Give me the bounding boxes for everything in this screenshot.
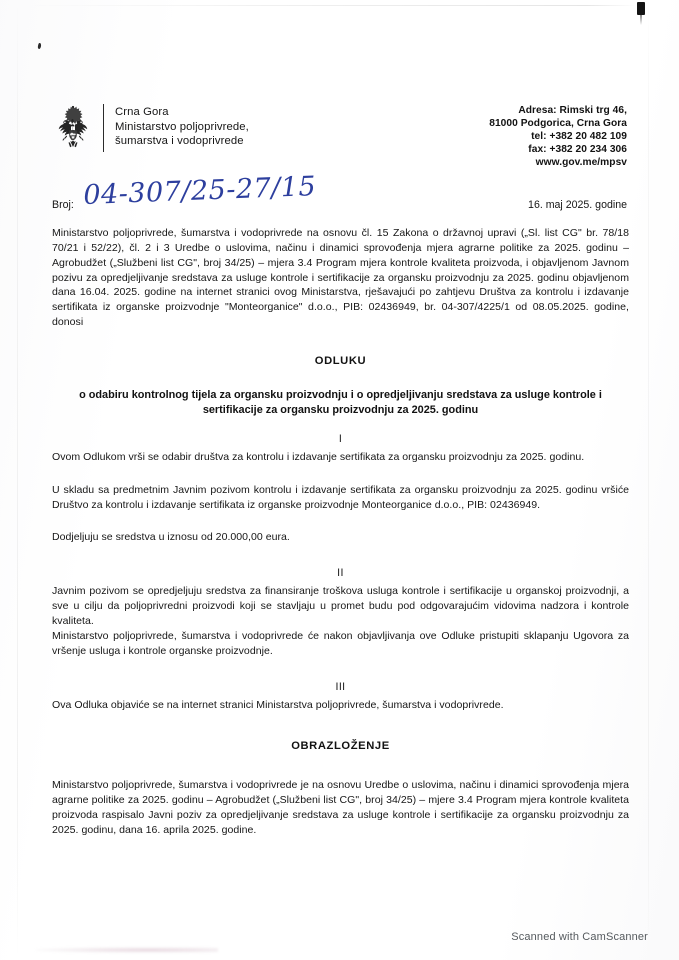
explanation-paragraph: Ministarstvo poljoprivrede, šumarstva i vodoprivrede je na osnovu Uredbe o uslovima, načinu i dinamici sprovođenja mjera agrarne politike za 2025. godinu – Agrobudžet („Službeni list CG", broj 34/25) – mjere 3.4 Program mjera kontrole kvaliteta proizvoda raspisalo Javni poziv za opredjeljivanje sredstava za usluge kontrole i sertifikacije za organsku proizvodnju za 2025. godinu, dana 16. aprila 2025. godine. [52,779,629,836]
section-numeral-i: I [338,432,343,445]
contact-address: Adresa: Rimski trg 46, [518,105,627,116]
section-i-paragraph-1: Ovom Odlukom vrši se odabir društva za kontrolu i izdavanje sertifikata za organsku proizvodnju za 2025. godinu. [52,450,585,463]
spacer [52,523,629,530]
section-ii-paragraph-2: Ministarstvo poljoprivrede, šumarstva i vodoprivrede će nakon objavljivanja ove Odluke pristupiti sklapanju Ugovora za vršenje usluga i kontrole organske proizvodnje. [52,629,629,657]
spacer [52,367,629,388]
act-title: o odabiru kontrolnog tijela za organsku proizvodnju i o opredjeljivanju sredstava za usluge kontrole i sertifikacije za organsku proizvodnju za 2025. godinu [79,388,602,416]
org-ministry-line1: Ministarstvo poljoprivrede, [115,120,249,133]
handwritten-reference-number: 04-307/25-27/15 [82,171,317,211]
spacer [52,418,629,432]
org-country: Crna Gora [115,106,169,118]
contact-website: www.gov.me/mpsv [535,157,627,169]
letterhead-contact-block [489,103,627,169]
section-i-paragraph-3: Dodjeljuju se sredstva u iznosu od 20.000,00 eura. [52,531,290,544]
letterhead-organization-text [115,103,249,149]
spacer [52,545,629,566]
section-i-paragraph-2: U skladu sa predmetnim Javnim pozivom kontrolu i izdavanje sertifikata za organsku proizvodnju za 2025. godinu vršiće Društvo za kontrolu i izdavanje sertifikata iz organske proizvodnje Monteorganice d.o.o., PIB: 02436949. [52,483,629,511]
section-iii-paragraph-1: Ova Odluka objaviće se na internet stranici Ministarstva poljoprivrede, šumarstva i vodoprivrede. [52,698,504,711]
section-numeral-iii: III [335,680,346,693]
contact-city: 81000 Podgorica, Crna Gora [489,118,627,130]
contact-fax: fax: +382 20 234 306 [528,144,627,156]
camscanner-watermark: Scanned with CamScanner [511,931,648,943]
document-text-column [52,226,629,838]
spacer [52,659,629,680]
act-heading: ODLUKU [314,354,367,367]
spacer [52,341,629,355]
contact-tel: tel: +382 20 482 109 [531,131,627,143]
section-numeral-ii: II [337,567,344,580]
reference-label: Broj: [52,199,74,211]
letterhead-divider [103,104,104,152]
spacer [52,752,629,778]
spacer [52,476,629,483]
letterhead-organization-block [52,103,249,154]
section-ii-paragraph-1: Javnim pozivom se opredjeljuju sredstva za finansiranje troškova usluga kontrole i sertifikacije u organskoj proizvodnji, a sve u cilju da poljoprivredni proizvodi koji se stavljaju u promet budu pod odgovarajućim vidovima nadzora i kontrole kvaliteta. [52,585,629,627]
org-ministry-line2: šumarstva i vodoprivrede [115,135,244,148]
preamble-paragraph: Ministarstvo poljoprivrede, šumarstva i vodoprivrede na osnovu čl. 15 Zakona o državnoj upravi („Sl. list CG" br. 78/18 70/21 i 52/22), čl. 2 i 3 Uredbe o uslovima, načinu i dinamici sprovođenja mjera agrarne politike za 2025. godinu – Agrobudžet („Službeni list CG", broj 34/25) – mjera 3.4 Program mjera kontrole kvaliteta proizvoda, i objavljenom Javnom pozivu za opredjeljivanje sredstava za usluge kontrole i sertifikacije za organsku proizvodnju za 2025. godinu objavljenom dana 16.04. 2025. godine na internet stranici ovog Ministarstva, rješavajući po zahtjevu Društva za kontrolu i izdavanje sertifikata iz organske proizvodnje "Monteorganice" d.o.o., PIB: 02436949, br. 04-307/4225/1 od 08.05.2025. godine, donosi [52,227,629,329]
explanation-heading: OBRAZLOŽENJE [291,740,390,753]
letterhead [52,103,627,169]
montenegro-coat-of-arms-icon [52,104,94,154]
spacer [52,712,629,740]
document-date: 16. maj 2025. godine [528,199,627,211]
reference-row [52,171,627,216]
